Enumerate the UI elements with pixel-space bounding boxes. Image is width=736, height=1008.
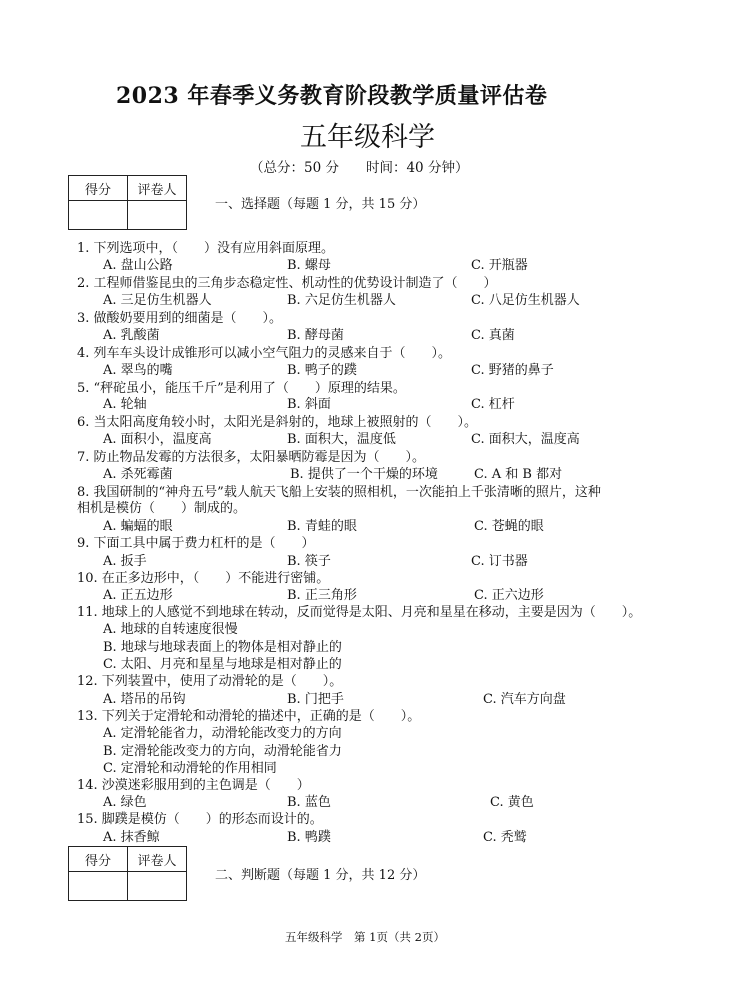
answer-option: B. 螺母 xyxy=(287,258,331,273)
question-line: 2. 工程师借鉴昆虫的三角步态稳定性、机动性的优势设计制造了（ ） xyxy=(77,276,497,291)
answer-option: C. 杠杆 xyxy=(471,397,515,412)
question-line: 14. 沙漠迷彩服用到的主色调是（ ） xyxy=(77,778,310,793)
section1-heading: 一、选择题（每题 1 分，共 15 分） xyxy=(215,197,426,212)
question-line: 13. 下列关于定滑轮和动滑轮的描述中，正确的是（ ）。 xyxy=(77,709,421,724)
answer-option: A. 抹香鲸 xyxy=(103,830,160,845)
answer-option: A. 定滑轮能省力，动滑轮能改变力的方向 xyxy=(103,726,342,741)
answer-option: C. 太阳、月亮和星星与地球是相对静止的 xyxy=(103,657,342,672)
answer-option: C. 苍蝇的眼 xyxy=(474,519,544,534)
score-cell xyxy=(69,872,128,901)
question-line: 11. 地球上的人感觉不到地球在转动，反而觉得是太阳、月亮和星星在移动，主要是因为（ ）。 xyxy=(77,605,642,620)
answer-option: C. 秃鹫 xyxy=(483,830,527,845)
answer-option: C. 野猪的鼻子 xyxy=(471,363,554,378)
answer-option: B. 定滑轮能改变力的方向，动滑轮能省力 xyxy=(103,744,342,759)
exam-subtitle: 五年级科学 xyxy=(300,122,435,153)
answer-option: C. 定滑轮和动滑轮的作用相同 xyxy=(103,761,277,776)
answer-option: B. 筷子 xyxy=(287,554,331,569)
answer-option: B. 蓝色 xyxy=(287,795,331,810)
answer-option: A. 轮轴 xyxy=(103,397,147,412)
answer-option: A. 盘山公路 xyxy=(103,258,173,273)
score-box-1 xyxy=(68,175,187,230)
answer-option: C. 正六边形 xyxy=(474,588,544,603)
answer-option: A. 绿色 xyxy=(103,795,147,810)
question-line: 7. 防止物品发霉的方法很多，太阳暴晒防霉是因为（ ）。 xyxy=(77,450,426,465)
answer-option: A. 扳手 xyxy=(103,554,147,569)
question-line: 8. 我国研制的“神舟五号”载人航天飞船上安装的照相机，一次能拍上千张清晰的照片，这种 xyxy=(77,485,601,500)
answer-option: B. 门把手 xyxy=(287,692,344,707)
question-line: 1. 下列选项中，（ ）没有应用斜面原理。 xyxy=(77,241,335,256)
answer-option: A. 塔吊的吊钩 xyxy=(103,692,186,707)
score-cell xyxy=(69,201,128,230)
answer-option: A. 地球的自转速度很慢 xyxy=(103,622,238,637)
section2-heading: 二、判断题（每题 1 分，共 12 分） xyxy=(215,868,426,883)
answer-option: B. 正三角形 xyxy=(287,588,357,603)
answer-option: B. 鸭子的蹼 xyxy=(287,363,357,378)
answer-option: B. 面积大，温度低 xyxy=(287,432,396,447)
question-line: 10. 在正多边形中，（ ）不能进行密铺。 xyxy=(77,571,330,586)
answer-option: C. 真菌 xyxy=(471,328,515,343)
score-box-2 xyxy=(68,846,187,901)
question-line: 12. 下列装置中，使用了动滑轮的是（ ）。 xyxy=(77,674,343,689)
question-line: 6. 当太阳高度角较小时，太阳光是斜射的，地球上被照射的（ ）。 xyxy=(77,415,478,430)
exam-title: 2023 年春季义务教育阶段教学质量评估卷 xyxy=(116,83,548,109)
grader-cell xyxy=(128,201,187,230)
answer-option: C. 汽车方向盘 xyxy=(483,692,566,707)
grader-label: 评卷人 xyxy=(128,176,187,201)
score-label: 得分 xyxy=(69,176,128,201)
question-line: 3. 做酸奶要用到的细菌是（ ）。 xyxy=(77,311,283,326)
answer-option: A. 三足仿生机器人 xyxy=(103,293,212,308)
question-line: 相机是模仿（ ）制成的。 xyxy=(77,501,247,516)
answer-option: A. 蝙蝠的眼 xyxy=(103,519,173,534)
answer-option: C. 黄色 xyxy=(490,795,534,810)
answer-option: A. 正五边形 xyxy=(103,588,173,603)
answer-option: C. 面积大，温度高 xyxy=(471,432,580,447)
answer-option: C. 开瓶器 xyxy=(471,258,528,273)
exam-meta: （总分：50 分 时间：40 分钟） xyxy=(250,160,469,176)
answer-option: A. 乳酸菌 xyxy=(103,328,160,343)
question-line: 4. 列车车头设计成锥形可以减小空气阻力的灵感来自于（ ）。 xyxy=(77,346,452,361)
answer-option: B. 斜面 xyxy=(287,397,331,412)
answer-option: B. 青蛙的眼 xyxy=(287,519,357,534)
page-footer: 五年级科学 第 1页（共 2页） xyxy=(285,930,445,944)
answer-option: B. 鸭蹼 xyxy=(287,830,331,845)
grader-cell xyxy=(128,872,187,901)
score-label: 得分 xyxy=(69,847,128,872)
answer-option: A. 面积小，温度高 xyxy=(103,432,212,447)
question-line: 9. 下面工具中属于费力杠杆的是（ ） xyxy=(77,536,315,551)
answer-option: B. 地球与地球表面上的物体是相对静止的 xyxy=(103,640,342,655)
answer-option: C. 订书器 xyxy=(471,554,528,569)
answer-option: A. 翠鸟的嘴 xyxy=(103,363,173,378)
question-line: 15. 脚蹼是模仿（ ）的形态而设计的。 xyxy=(77,812,323,827)
answer-option: C. 八足仿生机器人 xyxy=(471,293,580,308)
answer-option: C. A 和 B 都对 xyxy=(474,467,563,482)
answer-option: A. 杀死霉菌 xyxy=(103,467,173,482)
question-line: 5. “秤砣虽小，能压千斤”是利用了（ ）原理的结果。 xyxy=(77,381,406,396)
answer-option: B. 提供了一个干燥的环境 xyxy=(290,467,438,482)
answer-option: B. 酵母菌 xyxy=(287,328,344,343)
grader-label: 评卷人 xyxy=(128,847,187,872)
answer-option: B. 六足仿生机器人 xyxy=(287,293,396,308)
